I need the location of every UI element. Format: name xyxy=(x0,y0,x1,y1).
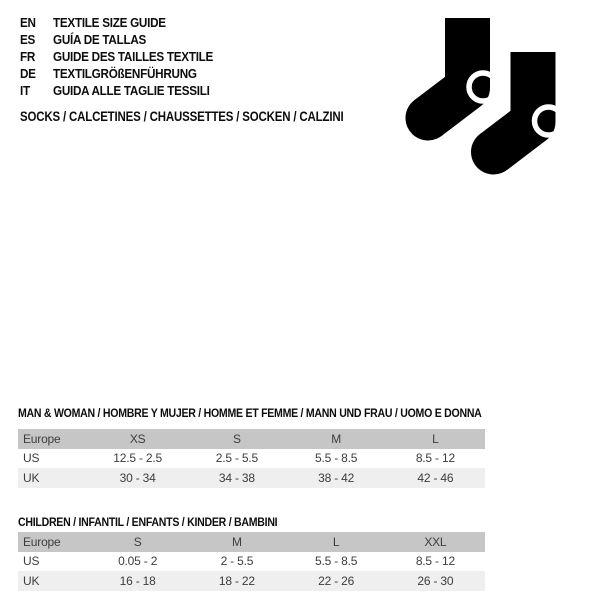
children-table-title: CHILDREN / INFANTIL / ENFANTS / KINDER / BAMBINI xyxy=(18,515,278,529)
language-code: EN xyxy=(20,15,36,30)
column-header-size: XXL xyxy=(424,534,447,549)
column-header-size: L xyxy=(432,431,439,446)
language-title-list xyxy=(20,14,231,99)
column-header-region: Europe xyxy=(23,431,61,446)
column-header-size: M xyxy=(331,431,342,446)
size-value: 0.05 - 2 xyxy=(118,554,158,569)
guide-title-fr: GUIDE DES TAILLES TEXTILE xyxy=(53,49,214,64)
region-label: US xyxy=(23,451,40,466)
language-row xyxy=(20,82,231,99)
language-code: IT xyxy=(20,83,30,98)
size-value: 5.5 - 8.5 xyxy=(315,451,358,466)
size-value: 30 - 34 xyxy=(119,470,156,485)
size-value: 18 - 22 xyxy=(218,573,255,588)
size-value: 38 - 42 xyxy=(318,470,355,485)
size-value: 16 - 18 xyxy=(119,573,156,588)
size-value: 5.5 - 8.5 xyxy=(315,554,358,569)
sock-left xyxy=(406,18,498,141)
column-header-size: S xyxy=(133,534,142,549)
language-row xyxy=(20,31,231,48)
language-row xyxy=(20,65,231,82)
column-header-region: Europe xyxy=(23,534,61,549)
table-row-us xyxy=(18,449,485,469)
children-size-table xyxy=(18,532,485,591)
guide-title-es: GUÍA DE TALLAS xyxy=(53,32,147,47)
table-row-uk xyxy=(18,571,485,591)
adults-table-title: MAN & WOMAN / HOMBRE Y MUJER / HOMME ET FEMME / MANN UND FRAU / UOMO E DONNA xyxy=(18,406,482,420)
guide-title-it: GUIDA ALLE TAGLIE TESSILI xyxy=(53,83,210,98)
column-header-size: M xyxy=(231,534,242,549)
region-label: UK xyxy=(23,573,40,588)
guide-title-de: TEXTILGRÖßENFÜHRUNG xyxy=(53,66,197,81)
size-value: 34 - 38 xyxy=(218,470,255,485)
table-header-row xyxy=(18,429,485,449)
category-title: SOCKS / CALCETINES / CHAUSSETTES / SOCKEN / CALZINI xyxy=(20,109,344,124)
table-header-row xyxy=(18,532,485,552)
language-row xyxy=(20,14,231,31)
column-header-size: XS xyxy=(129,431,146,446)
language-row xyxy=(20,48,231,65)
adults-size-table xyxy=(18,429,485,488)
size-value: 22 - 26 xyxy=(318,573,355,588)
table-row-us xyxy=(18,552,485,572)
guide-title-en: TEXTILE SIZE GUIDE xyxy=(53,15,166,30)
language-code: DE xyxy=(20,66,36,81)
size-value: 2.5 - 5.5 xyxy=(215,451,258,466)
size-value: 26 - 30 xyxy=(417,573,454,588)
column-header-size: L xyxy=(332,534,340,549)
column-header-size: S xyxy=(232,431,241,446)
socks-icon xyxy=(400,0,580,185)
size-value: 8.5 - 12 xyxy=(415,451,455,466)
size-value: 42 - 46 xyxy=(417,470,454,485)
region-label: UK xyxy=(23,470,40,485)
size-value: 12.5 - 2.5 xyxy=(113,451,162,466)
size-value: 8.5 - 12 xyxy=(415,554,455,569)
size-value: 2 - 5.5 xyxy=(220,554,254,569)
region-label: US xyxy=(23,554,40,569)
language-code: ES xyxy=(20,32,36,47)
language-code: FR xyxy=(20,49,36,64)
table-row-uk xyxy=(18,468,485,488)
